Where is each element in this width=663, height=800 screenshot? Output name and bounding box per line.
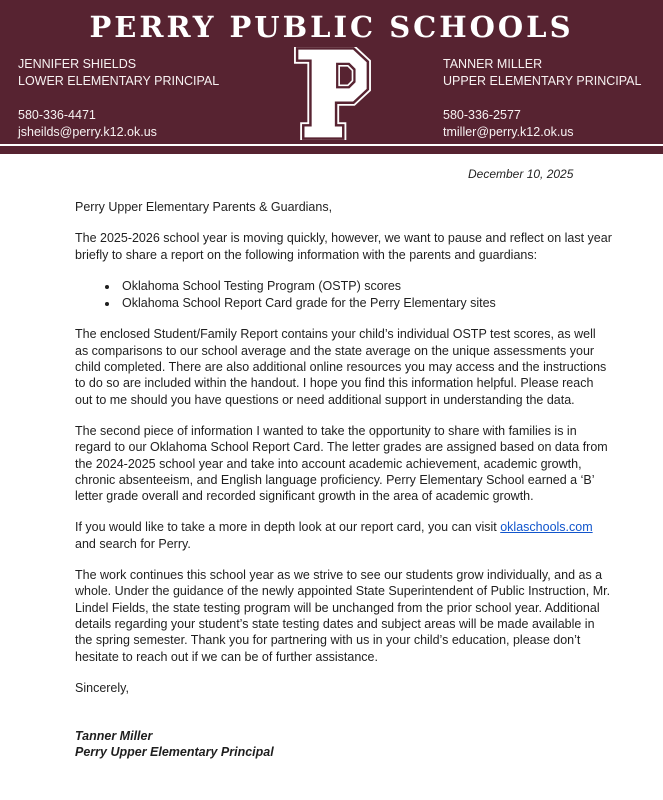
- right-contact-title: UPPER ELEMENTARY PRINCIPAL: [443, 74, 642, 88]
- right-contact-email: tmiller@perry.k12.ok.us: [443, 125, 574, 139]
- link-sentence-before: If you would like to take a more in depth look at our report card, you can visit: [75, 520, 501, 535]
- left-contact-email: jsheilds@perry.k12.ok.us: [18, 125, 157, 139]
- report-bullet-list: [75, 278, 612, 312]
- letterhead: [0, 0, 663, 144]
- letter-body: [75, 199, 612, 761]
- header-accent-strip: [0, 146, 663, 154]
- paragraph-link-sentence: [75, 519, 612, 552]
- paragraph-student-family-report: The enclosed Student/Family Report contains your child’s individual OSTP test scores, as well as comparisons to our school average and the state average on the unique assessments your child completed. There are also additional online resources you may access and the instructions to do so are included within the handout. I hope you find this information helpful. Please reach out to me should you have questions or need additional support in understanding the data.: [75, 327, 607, 407]
- paragraph-intro: The 2025-2026 school year is moving quickly, however, we want to pause and reflect on last year briefly to share a report on the following information with the parents and guardians:: [75, 231, 612, 262]
- left-contact-title: LOWER ELEMENTARY PRINCIPAL: [18, 74, 220, 88]
- left-contact-block: [18, 56, 219, 141]
- left-contact-phone: 580-336-4471: [18, 108, 96, 122]
- signature-name: Tanner Miller: [75, 729, 153, 744]
- signature-title: Perry Upper Elementary Principal: [75, 745, 274, 760]
- right-contact-name: TANNER MILLER: [443, 57, 543, 71]
- letter-date: December 10, 2025: [468, 167, 574, 181]
- salutation: Perry Upper Elementary Parents & Guardians,: [75, 200, 333, 214]
- link-sentence-after: and search for Perry.: [75, 536, 191, 551]
- paragraph-closing-info: The work continues this school year as we strive to see our students grow individually, and as a whole. Under the guidance of the newly appointed State Superintendent of Public Instruction, Mr. Lindel Fields, the state testing program will be unchanged from the prior school year. Additional details regarding your student’s state testing dates and subject areas will be made available in the spring semester. Thank you for partnering with us in your child’s education, please don’t hesitate to reach out if we can be of further assistance.: [75, 568, 611, 664]
- paragraph-report-card: The second piece of information I wanted to take the opportunity to share with families is in regard to our Oklahoma School Report Card. The letter grades are assigned based on data from the 2024-2025 school year and take into account academic achievement, academic growth, chronic absenteeism, and English language proficiency. Perry Elementary School earned a ‘B’ letter grade overall and recorded significant growth in the area of academic growth.: [75, 423, 608, 504]
- right-contact-phone: 580-336-2577: [443, 108, 521, 122]
- right-contact-block: [443, 56, 641, 141]
- school-name-title: PERRY PUBLIC SCHOOLS: [89, 10, 574, 44]
- signature-block: [75, 728, 612, 761]
- oklaschools-link[interactable]: oklaschools.com: [500, 520, 593, 535]
- spacer: [443, 90, 641, 107]
- left-contact-name: JENNIFER SHIELDS: [18, 57, 137, 71]
- school-logo-p-icon: [293, 47, 373, 140]
- bullet-report-card-grade: • Oklahoma School Report Card grade for the Perry Elementary sites: [119, 295, 612, 311]
- closing-salutation: Sincerely,: [75, 680, 129, 695]
- spacer: [18, 90, 219, 107]
- bullet-ostp-scores: • Oklahoma School Testing Program (OSTP) scores: [119, 278, 612, 294]
